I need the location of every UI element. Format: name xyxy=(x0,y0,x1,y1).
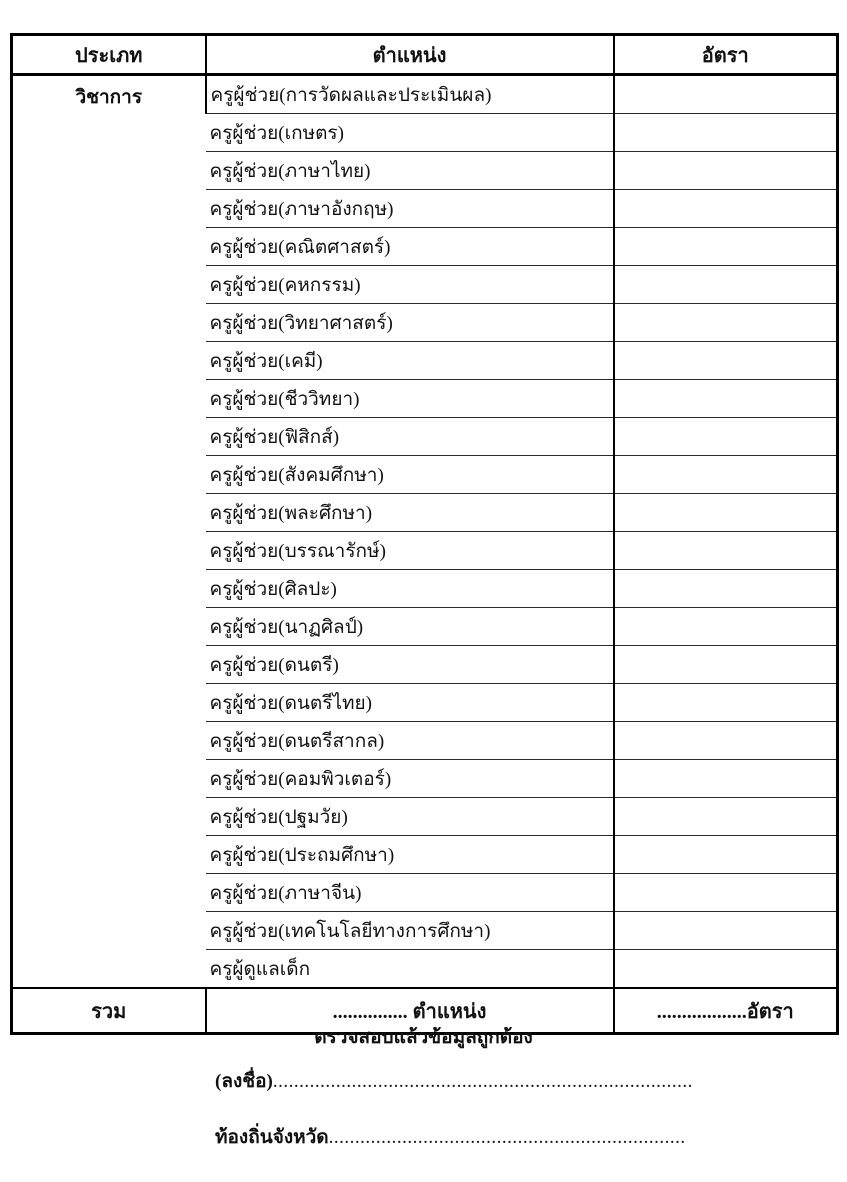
rate-cell xyxy=(614,114,838,152)
position-cell: ครูผู้ช่วย(เกษตร) xyxy=(206,114,614,152)
position-cell: ครูผู้ช่วย(ภาษาอังกฤษ) xyxy=(206,190,614,228)
rate-cell xyxy=(614,380,838,418)
position-cell: ครูผู้ช่วย(คหกรรม) xyxy=(206,266,614,304)
rate-cell xyxy=(614,152,838,190)
rate-cell xyxy=(614,190,838,228)
signature-line xyxy=(215,1066,693,1096)
rate-cell xyxy=(614,912,838,950)
position-cell: ครูผู้ช่วย(บรรณารักษ์) xyxy=(206,532,614,570)
header-rate: อัตรา xyxy=(614,35,838,75)
rate-cell xyxy=(614,418,838,456)
rate-cell xyxy=(614,456,838,494)
rate-cell xyxy=(614,684,838,722)
position-cell: ครูผู้ช่วย(ดนตรีสากล) xyxy=(206,722,614,760)
position-cell: ครูผู้ช่วย(ชีววิทยา) xyxy=(206,380,614,418)
header-row xyxy=(12,35,838,75)
signature-label: (ลงชื่อ) xyxy=(215,1071,273,1092)
position-cell: ครูผู้ช่วย(วิทยาศาสตร์) xyxy=(206,304,614,342)
position-cell: ครูผู้ช่วย(ปฐมวัย) xyxy=(206,798,614,836)
position-cell: ครูผู้ช่วย(พละศึกษา) xyxy=(206,494,614,532)
rate-cell xyxy=(614,304,838,342)
rate-cell xyxy=(614,836,838,874)
position-cell: ครูผู้ช่วย(ประถมศึกษา) xyxy=(206,836,614,874)
rate-cell xyxy=(614,798,838,836)
rate-cell xyxy=(614,646,838,684)
position-cell: ครูผู้ช่วย(คอมพิวเตอร์) xyxy=(206,760,614,798)
position-cell: ครูผู้ช่วย(สังคมศึกษา) xyxy=(206,456,614,494)
province-dotted-line: .................................................................... xyxy=(328,1127,686,1148)
rate-cell xyxy=(614,950,838,989)
rate-cell xyxy=(614,570,838,608)
position-cell: ครูผู้ช่วย(คณิตศาสตร์) xyxy=(206,228,614,266)
total-rate-cell: ..................อัตรา xyxy=(614,988,838,1034)
category-cell: วิชาการ xyxy=(75,87,143,108)
rate-cell xyxy=(614,494,838,532)
rate-cell xyxy=(614,228,838,266)
province-line xyxy=(215,1122,686,1152)
rate-cell xyxy=(614,874,838,912)
position-cell: ครูผู้ช่วย(ภาษาไทย) xyxy=(206,152,614,190)
position-cell: ครูผู้ช่วย(ดนตรี) xyxy=(206,646,614,684)
positions-table xyxy=(10,33,839,1035)
position-cell: ครูผู้ช่วย(ดนตรีไทย) xyxy=(206,684,614,722)
rate-cell xyxy=(614,342,838,380)
position-cell: ครูผู้ช่วย(เคมี) xyxy=(206,342,614,380)
rate-cell xyxy=(614,266,838,304)
position-cell: ครูผู้ดูแลเด็ก xyxy=(209,958,311,980)
table-body xyxy=(12,75,838,989)
header-position: ตำแหน่ง xyxy=(206,35,614,75)
rate-cell xyxy=(614,760,838,798)
table-row xyxy=(12,75,838,114)
total-label: รวม xyxy=(12,988,206,1034)
rate-cell xyxy=(614,75,838,114)
position-cell: ครูผู้ช่วย(ศิลปะ) xyxy=(206,570,614,608)
rate-cell xyxy=(614,722,838,760)
position-cell: ครูผู้ช่วย(นาฏศิลป์) xyxy=(206,608,614,646)
position-cell: ครูผู้ช่วย(ฟิสิกส์) xyxy=(206,418,614,456)
position-cell: ครูผู้ช่วย(เทคโนโลยีทางการศึกษา) xyxy=(206,912,614,950)
total-positions-cell: ............... ตำแหน่ง xyxy=(206,988,614,1034)
verified-statement: ตรวจสอบแล้วข้อมูลถูกต้อง xyxy=(314,1027,533,1048)
position-cell: ครูผู้ช่วย(การวัดผลและประเมินผล) xyxy=(206,75,614,114)
province-label: ท้องถิ่นจังหวัด xyxy=(215,1127,329,1148)
signature-dotted-line: ................................................................................ xyxy=(272,1071,693,1092)
rate-cell xyxy=(614,608,838,646)
rate-cell xyxy=(614,532,838,570)
position-cell: ครูผู้ช่วย(ภาษาจีน) xyxy=(206,874,614,912)
header-category: ประเภท xyxy=(12,35,206,75)
